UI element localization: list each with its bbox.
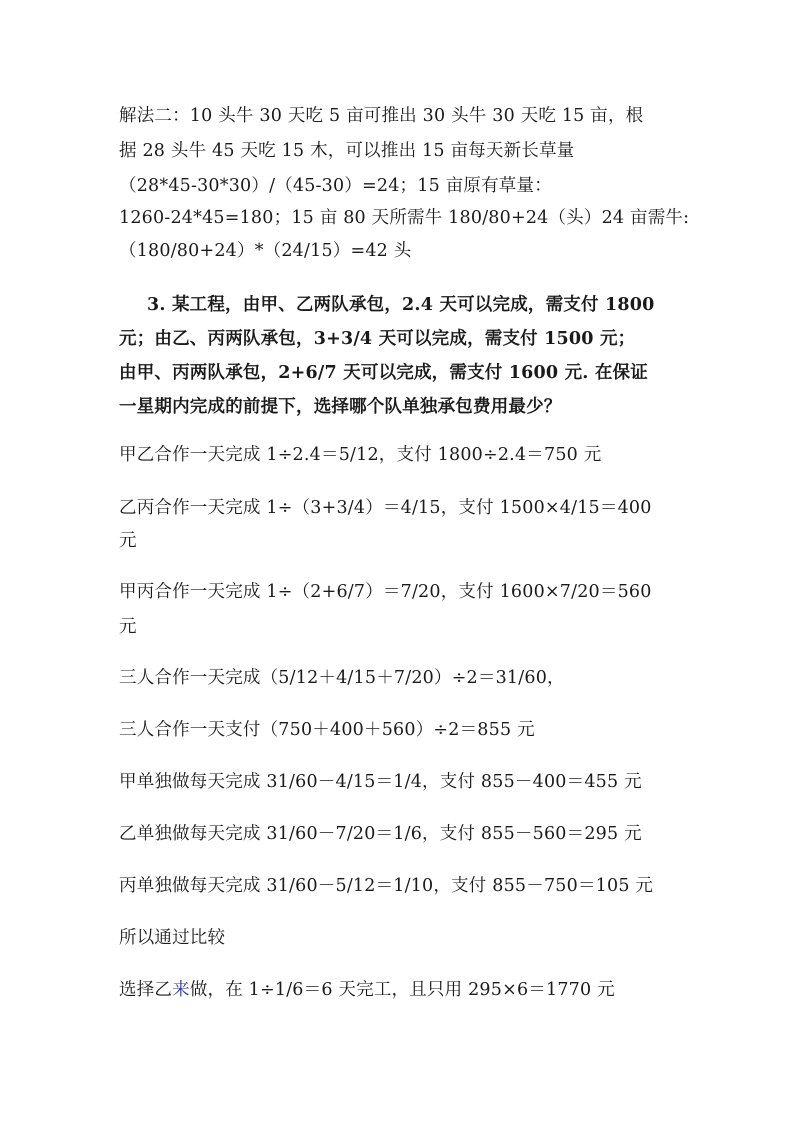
conclusion-part-b: 来 (172, 980, 190, 1000)
conclusion-part-c: 做，在 1÷1/6＝6 天完工，且只用 295×6＝1770 元 (189, 980, 615, 1000)
answer-bing-alone: 丙单独做每天完成 31/60－5/12＝1/10，支付 855－750＝105 元 (119, 876, 654, 896)
answer-jia-bing-1: 甲丙合作一天完成 1÷（2+6/7）＝7/20，支付 1600×7/20＝560 (119, 582, 652, 602)
solution2-line-5: （180/80+24）*（24/15）=42 头 (119, 241, 412, 261)
answer-conclusion (119, 978, 615, 1002)
answer-yi-alone: 乙单独做每天完成 31/60－7/20＝1/6，支付 855－560＝295 元 (119, 824, 642, 844)
answer-yi-bing-1: 乙丙合作一天完成 1÷（3+3/4）＝4/15，支付 1500×4/15＝400 (119, 498, 652, 518)
conclusion-part-a: 选择乙 (119, 980, 173, 1000)
answer-three-rate: 三人合作一天完成（5/12＋4/15＋7/20）÷2＝31/60， (119, 668, 565, 688)
answer-three-pay: 三人合作一天支付（750＋400＋560）÷2＝855 元 (119, 720, 535, 740)
answer-yi-bing-2: 元 (119, 531, 137, 551)
solution2-line-2: 据 28 头牛 45 天吃 15 木，可以推出 15 亩每天新长草量 (119, 141, 575, 161)
answer-compare: 所以通过比较 (119, 928, 226, 948)
problem3-line-1: 3. 某工程，由甲、乙两队承包，2.4 天可以完成，需支付 1800 (147, 295, 655, 315)
solution2-line-3: （28*45-30*30）/（45-30）=24；15 亩原有草量： (119, 176, 552, 196)
problem3-line-4: 一星期内完成的前提下，选择哪个队单独承包费用最少？ (119, 397, 562, 417)
answer-jia-yi: 甲乙合作一天完成 1÷2.4＝5/12，支付 1800÷2.4＝750 元 (119, 445, 602, 465)
problem3-line-3: 由甲、丙两队承包，2+6/7 天可以完成，需支付 1600 元. 在保证 (119, 363, 648, 383)
answer-jia-bing-2: 元 (119, 617, 137, 637)
answer-jia-alone: 甲单独做每天完成 31/60－4/15＝1/4，支付 855－400＝455 元 (119, 772, 642, 792)
solution2-line-4: 1260-24*45=180；15 亩 80 天所需牛 180/80+24（头）24 亩需牛: (119, 208, 690, 228)
solution2-line-1: 解法二：10 头牛 30 天吃 5 亩可推出 30 头牛 30 天吃 15 亩，根 (119, 106, 644, 126)
problem3-line-2: 元；由乙、丙两队承包，3+3/4 天可以完成，需支付 1500 元； (119, 329, 636, 349)
